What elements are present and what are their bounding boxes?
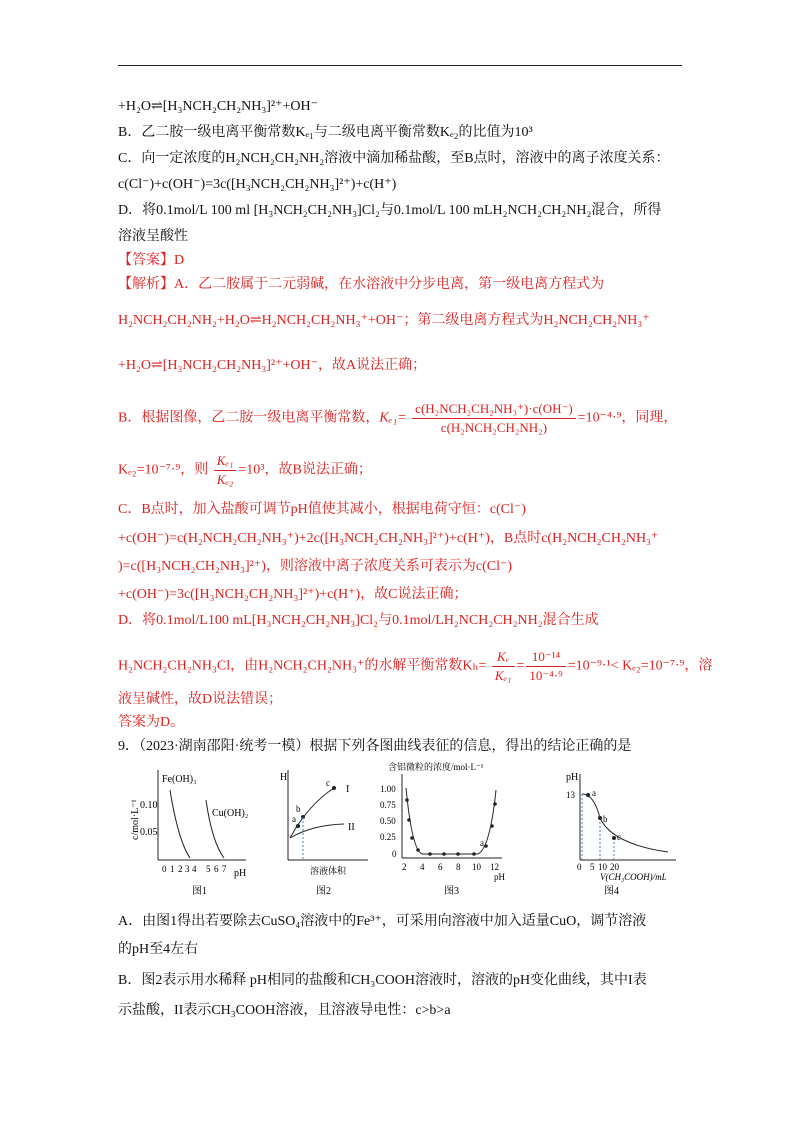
fig4-label-a: a bbox=[592, 788, 596, 798]
figure-2 bbox=[268, 760, 378, 905]
fig3-dot bbox=[410, 836, 414, 840]
fig3-xtick-1: 2 bbox=[402, 862, 407, 872]
line-1: +H₂O⇌[H₃NCH₂CH₂NH₃]²⁺+OH⁻ bbox=[118, 99, 319, 114]
analysis-b-ratio bbox=[118, 452, 372, 489]
analysis-a-eq1: H₂NCH₂CH₂NH₂+H₂O⇌H₂NCH₂CH₂NH₃⁺+OH⁻；第二级电离方程式为H₂NCH₂CH₂NH₃⁺ bbox=[118, 313, 650, 328]
fig3-ytick-4: 0.25 bbox=[380, 832, 396, 842]
fig2-label-i: I bbox=[346, 784, 350, 795]
analysis-a-eq2: +H₂O⇌[H₃NCH₂CH₂NH₃]²⁺+OH⁻，故A说法正确； bbox=[118, 358, 427, 373]
fig3-ytick-1: 1.00 bbox=[380, 784, 396, 794]
fig4-xtick-10: 10 bbox=[598, 862, 607, 872]
figure-3 bbox=[378, 760, 528, 905]
figure-4 bbox=[560, 760, 690, 905]
fig3-dot bbox=[407, 818, 411, 822]
analysis-c: C．B点时，加入盐酸可调节pH值使其减小，根据电荷守恒：c(Cl⁻) bbox=[118, 502, 526, 517]
fig3-xlabel: pH bbox=[494, 872, 505, 882]
fig4-point-b bbox=[598, 816, 602, 820]
analysis-b bbox=[118, 400, 677, 437]
fig2-caption: 图2 bbox=[316, 886, 331, 897]
fig3-ylabel: 含铝微粒的浓度/mol·L⁻¹ bbox=[388, 762, 484, 772]
fig4-ylabel: pH bbox=[566, 772, 579, 783]
ratio-fraction bbox=[214, 452, 237, 489]
fig4-xtick-5: 5 bbox=[590, 862, 595, 872]
kb1-denominator: c(H₂NCH₂CH₂NH₂) bbox=[440, 420, 548, 435]
analysis-b-text: B．根据图像，乙二胺一级电离平衡常数， bbox=[118, 410, 380, 426]
ratio-numerator: Kₑ₁ bbox=[214, 452, 237, 471]
fig1-ylabel: c/mol·L⁻¹ bbox=[130, 799, 141, 840]
analysis-b-tail: =10⁻⁴·⁹，同理， bbox=[577, 410, 678, 426]
kh-fraction-2 bbox=[526, 648, 565, 685]
fig2-label-b: b bbox=[296, 804, 301, 814]
fig4-caption: 图4 bbox=[604, 886, 619, 897]
option-c: C．向一定浓度的H₂NCH₂CH₂NH₂溶液中滴加稀盐酸，至B点时，溶液中的离子浓度关系： bbox=[118, 151, 670, 166]
fig4-point-c bbox=[612, 836, 616, 840]
ratio-tail: =10³，故B说法正确； bbox=[238, 462, 372, 478]
fig1-label-cu: Cu(OH)₂ bbox=[212, 808, 249, 819]
fig3-caption: 图3 bbox=[444, 886, 459, 897]
fig2-label-c: c bbox=[326, 778, 330, 788]
answer-line: 【答案】D bbox=[118, 253, 185, 268]
choice-b: B．图2表示用水稀释 pH相同的盐酸和CH₃COOH溶液时，溶液的pH变化曲线，其中I表 bbox=[118, 973, 647, 988]
fig3-label-a: a bbox=[480, 838, 484, 848]
choice-a-cont: 的pH至4左右 bbox=[118, 942, 199, 957]
analysis-c-eq2: )=c([H₃NCH₂CH₂NH₃]²⁺)，则溶液中离子浓度关系可表示为c(Cl⁻) bbox=[118, 559, 513, 574]
option-d: D．将0.1mol/L 100 ml [H₃NCH₂CH₂NH₃]Cl₂与0.1mol/L 100 mLH₂NCH₂CH₂NH₂混合，所得 bbox=[118, 203, 662, 218]
fig3-dot bbox=[405, 798, 409, 802]
analysis-d-eq: H₂NCH₂CH₂NH₃Cl，由H₂NCH₂CH₂NH₃⁺的水解平衡常数Kₕ= $\frac{\text{Kᵥ}}{\text{Kₑ₁}}$ = $\frac{\text{10⁻¹⁴}}{\text{10⁻⁴·⁹}}$ =10⁻⁹·¹< Kₑ₂=10⁻⁷·⁹，溶 bbox=[118, 649, 713, 683]
fig1-ytick-1: 0.10 bbox=[140, 800, 158, 811]
fig4-label-c: c bbox=[617, 832, 621, 842]
kh-den-1: Kₑ₁ bbox=[494, 668, 512, 683]
figure-1 bbox=[118, 760, 258, 905]
header-rule bbox=[118, 65, 682, 66]
kh-num-1: Kᵥ bbox=[492, 648, 515, 667]
fig4-xtick-0: 0 bbox=[577, 862, 582, 872]
fig1-xtick-2: 2 bbox=[178, 864, 183, 874]
analysis-d: D．将0.1mol/L100 mL[H₃NCH₂CH₂NH₃]Cl₂与0.1mol/LH₂NCH₂CH₂NH₂混合生成 bbox=[118, 613, 599, 628]
fig3-dot bbox=[490, 824, 494, 828]
fig1-xtick-6: 6 bbox=[214, 864, 219, 874]
kb1-numerator: c(H₂NCH₂CH₂NH₃⁺)·c(OH⁻) bbox=[412, 400, 576, 419]
kb1-fraction bbox=[412, 400, 576, 437]
fig1-caption: 图1 bbox=[192, 886, 207, 897]
fig3-dot bbox=[484, 844, 488, 848]
fig3-dot bbox=[472, 852, 476, 856]
fig3-xtick-4: 8 bbox=[456, 862, 461, 872]
option-c-cont: c(Cl⁻)+c(OH⁻)=3c([H₃NCH₂CH₂NH₃]²⁺)+c(H⁺) bbox=[118, 177, 397, 192]
fig3-xtick-5: 10 bbox=[472, 862, 481, 872]
fig1-xtick-4: 4 bbox=[192, 864, 197, 874]
fig2-point-c bbox=[332, 786, 336, 790]
question-9: 9．（2023·湖南邵阳·统考一模）根据下列各图曲线表征的信息，得出的结论正确的是 bbox=[118, 739, 632, 754]
fig1-label-fe: Fe(OH)₃ bbox=[162, 774, 197, 785]
kh-text: H₂NCH₂CH₂NH₃Cl，由H₂NCH₂CH₂NH₃⁺的水解平衡常数Kₕ= bbox=[118, 658, 487, 674]
choice-a: A．由图1得出若要除去CuSO₄溶液中的Fe³⁺，可采用向溶液中加入适量CuO，调节溶液 bbox=[118, 914, 647, 929]
option-b: B．乙二胺一级电离平衡常数Kₑ₁与二级电离平衡常数Kₑ₂的比值为10³ bbox=[118, 125, 533, 140]
fig1-xlabel: pH bbox=[234, 868, 247, 879]
fig1-xtick-7: 7 bbox=[222, 864, 227, 874]
analysis-c-eq1: +c(OH⁻)=c(H₂NCH₂CH₂NH₃⁺)+2c([H₃NCH₂CH₂NH₃]²⁺)+c(H⁺)，B点时c(H₂NCH₂CH₂NH₃⁺ bbox=[118, 531, 659, 546]
kh-den-2: 10⁻⁴·⁹ bbox=[529, 668, 563, 683]
kh-num-2: 10⁻¹⁴ bbox=[526, 648, 565, 667]
fig4-label-b: b bbox=[603, 814, 608, 824]
fig1-curve-fe bbox=[170, 790, 190, 858]
fig4-curve bbox=[582, 794, 668, 852]
fig3-xtick-3: 6 bbox=[438, 862, 443, 872]
fig1-xtick-5: 5 bbox=[206, 864, 211, 874]
fig4-point-a bbox=[586, 793, 590, 797]
fig3-dot bbox=[416, 848, 420, 852]
fig1-xtick-0: 0 bbox=[162, 864, 167, 874]
fig2-point-a bbox=[296, 824, 300, 828]
fig2-label-ii: II bbox=[348, 822, 355, 833]
kb1-label: Kₑ₁= bbox=[379, 410, 407, 426]
fig1-xtick-3: 3 bbox=[185, 864, 190, 874]
fig4-xtick-20: 20 bbox=[610, 862, 619, 872]
fig2-xlabel: 溶液体积 bbox=[310, 866, 347, 876]
fig1-ytick-2: 0.05 bbox=[140, 827, 158, 838]
fig3-ytick-5: 0 bbox=[392, 849, 397, 859]
analysis-a: 【解析】A．乙二胺属于二元弱碱，在水溶液中分步电离，第一级电离方程式为 bbox=[118, 277, 605, 292]
fig3-dot bbox=[456, 852, 460, 856]
fig3-dot bbox=[428, 852, 432, 856]
option-d-cont: 溶液呈酸性 bbox=[118, 229, 188, 244]
fig4-xlabel: V(CH₃COOH)/mL bbox=[600, 872, 667, 882]
final-answer: 答案为D。 bbox=[118, 715, 185, 730]
fig3-xtick-2: 4 bbox=[420, 862, 425, 872]
kb2-text: Kₑ₂=10⁻⁷·⁹，则 bbox=[118, 462, 209, 478]
fig3-dot bbox=[493, 802, 497, 806]
fig3-ytick-2: 0.75 bbox=[380, 800, 396, 810]
analysis-d-cont: 液呈碱性，故D说法错误； bbox=[118, 692, 283, 707]
fig2-ylabel: H bbox=[280, 772, 288, 783]
fig4-ytick: 13 bbox=[566, 790, 575, 800]
fig3-dot bbox=[442, 852, 446, 856]
choice-b-cont: 示盐酸，II表示CH₃COOH溶液，且溶液导电性：c>b>a bbox=[118, 1003, 451, 1018]
kh-tail: =10⁻⁹·¹< Kₑ₂=10⁻⁷·⁹，溶 bbox=[567, 658, 713, 674]
fig2-label-a: a bbox=[292, 814, 296, 824]
fig1-xtick-1: 1 bbox=[170, 864, 175, 874]
kh-fraction-1 bbox=[492, 648, 515, 685]
ratio-denominator: Kₑ₂ bbox=[216, 472, 234, 487]
fig3-xtick-6: 12 bbox=[490, 862, 499, 872]
fig3-ytick-3: 0.50 bbox=[380, 816, 396, 826]
analysis-c-eq3: +c(OH⁻)=3c([H₃NCH₂CH₂NH₃]²⁺)+c(H⁺)，故C说法正确； bbox=[118, 587, 468, 602]
